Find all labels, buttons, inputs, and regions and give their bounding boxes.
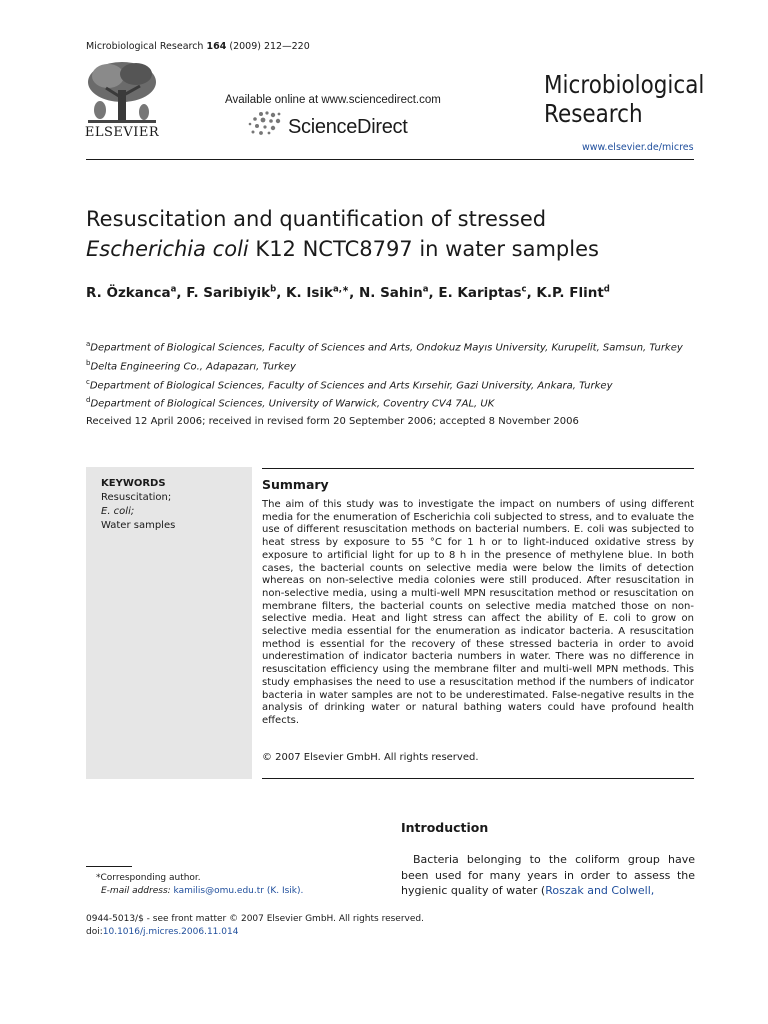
author: N. Sahin$^a$, <box>358 284 439 301</box>
keyword-item: E. coli; <box>101 506 135 517</box>
sciencedirect-dots-icon <box>245 110 285 136</box>
summary-top-rule <box>262 468 694 469</box>
affiliations <box>86 337 683 412</box>
affiliation-item: $^a$Department of Biological Sciences, Faculty of Sciences and Arts, Ondokuz Mayıs University, Kurupelit, Samsun, Turkey <box>86 340 683 354</box>
summary-text: The aim of this study was to investigate the impact on numbers of using different media for the enumeration of Escherichia coli subjected to stress, and to evaluate the use of different resuscitation methods on bacterial numbers. E. coli was subjected to heat stress by exposure to 55 °C for 1 h or to light-induced oxidative stress by exposure to artificial light for up to 8 h in the presence of methylene blue. In both cases, the bacterial counts on selective media were below the limits of detection whereas on non-selective media colonies were still produced. After resuscitation in non-selective media, using a multi-well MPN resuscitation method or resuscitation on membrane filters, the bacterial counts on selective media matched those on non-selective media. Heat and light stress can affect the ability of E. coli to grow on selective media essential for the enumeration as indicator bacteria. A resuscitation method is essential for the recovery of these stressed bacteria in order to avoid underestimation of indicator bacteria numbers in water. There was no difference in resuscitation efficiency using the membrane filter and multi-well MPN methods. This study emphasises the need to use a resuscitation method if the numbers of indicator bacteria in water samples are not to be underestimated. False-negative results in the analysis of drinking water or natural bathing waters could have profound health effects. <box>262 499 694 726</box>
keywords-heading: KEYWORDS <box>101 478 166 489</box>
email-link[interactable]: kamilis@omu.edu.tr (K. Isik). <box>173 886 304 896</box>
corresponding-author-note: *Corresponding author. <box>96 873 201 883</box>
keyword-item: Water samples <box>101 520 176 531</box>
doi-line: doi:10.1016/j.micres.2006.11.014 <box>86 927 239 937</box>
author-list <box>86 284 610 301</box>
received-dates: Received 12 April 2006; received in revised form 20 September 2006; accepted 8 November 2006 <box>86 416 579 427</box>
keyword-item: Resuscitation; <box>101 492 172 503</box>
issn-line: 0944-5013/$ - see front matter © 2007 Elsevier GmbH. All rights reserved. <box>86 914 424 924</box>
keywords-box <box>86 467 252 779</box>
journal-url-link[interactable]: www.elsevier.de/micres <box>582 142 694 153</box>
affiliation-item: $^b$Delta Engineering Co., Adapazarı, Turkey <box>86 358 296 373</box>
available-online-text: Available online at www.sciencedirect.com <box>225 94 441 106</box>
author: K.P. Flint$^d$ <box>536 284 610 301</box>
introduction-text: Bacteria belonging to the coliform group have been used for many years in order to assess the hygienic quality of water (Roszak and Colwell, <box>401 853 695 897</box>
header-divider <box>86 159 694 160</box>
author: F. Saribiyik$^b$, <box>186 284 287 301</box>
summary-heading: Summary <box>262 477 329 492</box>
author: R. Özkanca$^a$, <box>86 284 187 301</box>
sciencedirect-wordmark: ScienceDirect <box>288 116 408 138</box>
article-title: Resuscitation and quantification of stressed Escherichia coli K12 NCTC8797 in water samples <box>86 207 599 261</box>
summary-bottom-rule <box>262 778 694 779</box>
affiliation-item: $^c$Department of Biological Sciences, Faculty of Sciences and Arts Kırsehir, Gazi University, Ankara, Turkey <box>86 377 613 391</box>
journal-name: Microbiological Research <box>544 70 705 128</box>
copyright-notice: © 2007 Elsevier GmbH. All rights reserved. <box>262 752 479 763</box>
author: E. Kariptas$^c$, <box>438 284 537 301</box>
citation-link[interactable]: Roszak and Colwell, <box>545 884 655 897</box>
elsevier-wordmark: ELSEVIER <box>84 125 160 140</box>
doi-link[interactable]: 10.1016/j.micres.2006.11.014 <box>102 927 239 937</box>
elsevier-tree-logo <box>84 58 160 126</box>
introduction-heading: Introduction <box>401 820 489 835</box>
email-note: E-mail address: kamilis@omu.edu.tr (K. Isik). <box>101 886 304 896</box>
author: K. Isik$^{a,∗}$, <box>286 284 359 301</box>
affiliation-item: $^d$Department of Biological Sciences, University of Warwick, Coventry CV4 7AL, UK <box>86 396 495 410</box>
footnote-rule <box>86 866 132 867</box>
journal-citation: Microbiological Research 164 (2009) 212—220 <box>86 41 310 52</box>
